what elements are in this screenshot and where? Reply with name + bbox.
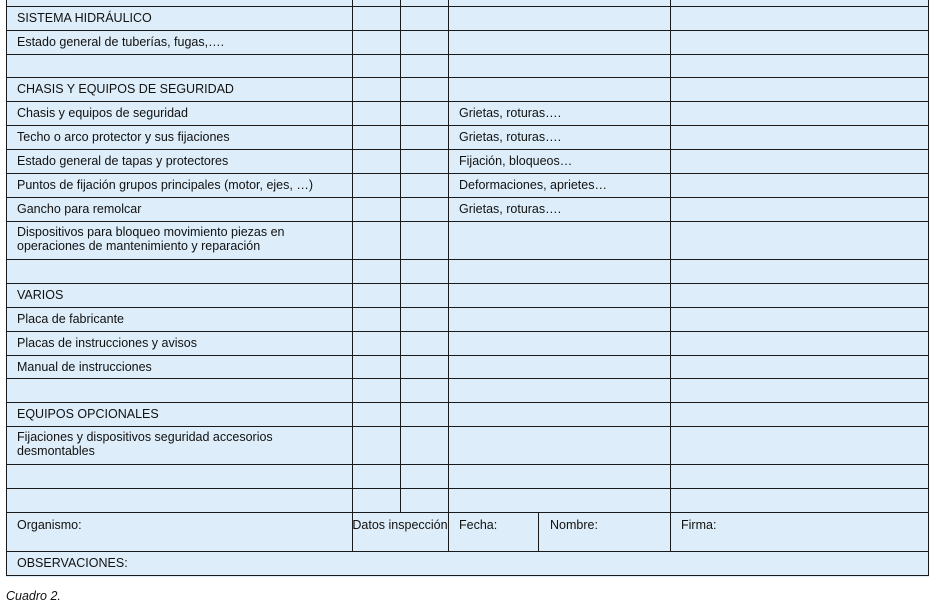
table-column-rule <box>400 0 401 512</box>
table-rule <box>6 125 929 126</box>
section-heading: CHASIS Y EQUIPOS DE SEGURIDAD <box>17 82 234 96</box>
table-rule <box>6 551 929 552</box>
section-heading: EQUIPOS OPCIONALES <box>17 407 159 421</box>
section-heading: SISTEMA HIDRÁULICO <box>17 11 152 25</box>
table-rule <box>6 221 929 222</box>
table-column-rule <box>670 0 671 512</box>
checklist-item: Chasis y equipos de seguridad <box>17 106 188 120</box>
organismo-label: Organismo: <box>17 518 82 532</box>
table-column-rule <box>670 512 671 551</box>
table-column-rule <box>448 512 449 551</box>
table-rule <box>6 283 929 284</box>
table-rule <box>6 259 929 260</box>
table-column-rule <box>448 0 449 512</box>
table-column-rule <box>352 0 353 512</box>
checklist-item: Gancho para remolcar <box>17 202 142 216</box>
table-rule <box>6 512 929 513</box>
table-rule <box>6 464 929 465</box>
checklist-item: Fijaciones y dispositivos seguridad accesorios desmontables <box>17 430 273 458</box>
checklist-item: Estado general de tapas y protectores <box>17 154 229 168</box>
checklist-note: Grietas, roturas…. <box>459 106 562 120</box>
table-rule <box>6 402 929 403</box>
table-rule <box>6 6 929 7</box>
table-rule <box>6 307 929 308</box>
table-rule <box>6 355 929 356</box>
checklist-note: Grietas, roturas…. <box>459 202 562 216</box>
checklist-note: Deformaciones, aprietes… <box>459 178 607 192</box>
nombre-label: Nombre: <box>550 518 598 532</box>
table-rule <box>6 54 929 55</box>
firma-label: Firma: <box>681 518 717 532</box>
table-rule <box>6 378 929 379</box>
observaciones-label: OBSERVACIONES: <box>17 556 128 570</box>
checklist-item: Placa de fabricante <box>17 312 125 326</box>
inspection-table <box>6 0 929 577</box>
table-column-rule <box>6 0 7 576</box>
datos-inspeccion-label: Datos inspección <box>352 518 448 532</box>
table-rule <box>6 30 929 31</box>
section-heading: VARIOS <box>17 288 64 302</box>
table-rule <box>6 173 929 174</box>
table-caption: Cuadro 2. <box>6 589 61 603</box>
checklist-item: Puntos de fijación grupos principales (motor, ejes, …) <box>17 178 313 192</box>
checklist-item: Dispositivos para bloqueo movimiento piezas en operaciones de mantenimiento y reparación <box>17 225 285 253</box>
table-rule <box>6 149 929 150</box>
table-rule <box>6 575 929 576</box>
checklist-item: Techo o arco protector y sus fijaciones <box>17 130 230 144</box>
checklist-note: Fijación, bloqueos… <box>459 154 573 168</box>
checklist-item: Manual de instrucciones <box>17 360 152 374</box>
table-column-rule <box>928 0 929 576</box>
fecha-label: Fecha: <box>459 518 498 532</box>
checklist-item: Estado general de tuberías, fugas,…. <box>17 35 225 49</box>
table-rule <box>6 101 929 102</box>
table-rule <box>6 331 929 332</box>
table-column-rule <box>538 512 539 551</box>
table-rule <box>6 488 929 489</box>
checklist-note: Grietas, roturas…. <box>459 130 562 144</box>
table-rule <box>6 197 929 198</box>
table-rule <box>6 426 929 427</box>
checklist-item: Placas de instrucciones y avisos <box>17 336 197 350</box>
table-rule <box>6 77 929 78</box>
